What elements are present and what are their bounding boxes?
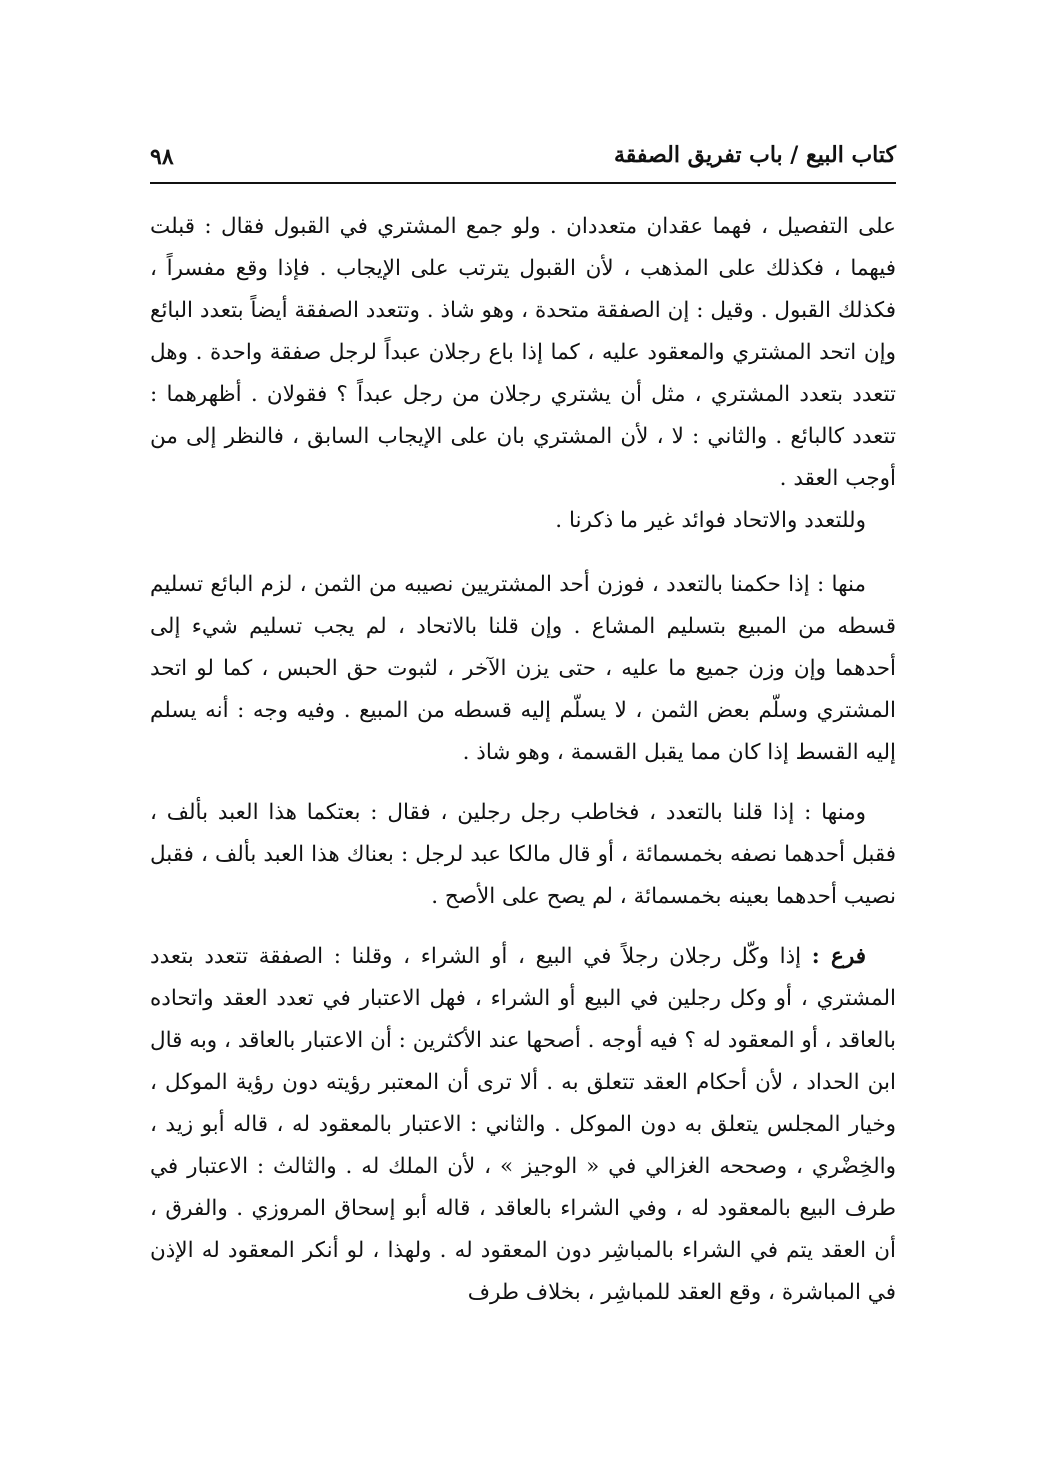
paragraph-5 bbox=[150, 936, 896, 1314]
page-body bbox=[150, 206, 896, 1314]
running-title: كتاب البيع / باب تفريق الصفقة bbox=[613, 142, 896, 168]
paragraph-1: على التفصيل ، فهما عقدان متعددان . ولو جمع المشتري في القبول فقال : قبلت فيهما ، فكذلك على المذهب ، لأن القبول يترتب على الإيجاب . فإذا وقع مفسراً ، فكذلك القبول . وقيل : إن الصفقة متحدة ، وهو شاذ . وتتعدد الصفقة أيضاً بتعدد البائع وإن اتحد المشتري والمعقود عليه ، كما إذا باع رجلان عبداً لرجل صفقة واحدة . وهل تتعدد بتعدد المشتري ، مثل أن يشتري رجلان من رجل عبداً ؟ فقولان . أظهرهما : تتعدد كالبائع . والثاني : لا ، لأن المشتري بان على الإيجاب السابق ، فالنظر إلى من أوجب العقد . bbox=[150, 214, 896, 491]
far-heading: فرع : bbox=[811, 944, 866, 969]
paragraph-4: ومنها : إذا قلنا بالتعدد ، فخاطب رجل رجلين ، فقال : بعتكما هذا العبد بألف ، فقبل أحدهما نصفه بخمسمائة ، أو قال مالكا عبد لرجل : بعناك هذا العبد بألف ، فقبل نصيب أحدهما بعينه بخمسمائة ، لم يصح على الأصح . bbox=[150, 800, 896, 909]
page-header bbox=[150, 142, 896, 184]
paragraph-2: وللتعدد والاتحاد فوائد غير ما ذكرنا . bbox=[555, 508, 866, 533]
paragraph-5-text: إذا وكّل رجلان رجلاً في البيع ، أو الشراء ، وقلنا : الصفقة تتعدد بتعدد المشتري ، أو وكل رجلين في البيع أو الشراء ، فهل الاعتبار في تعدد العقد واتحاده بالعاقد ، أو المعقود له ؟ فيه أوجه . أصحها عند الأكثرين : أن الاعتبار بالعاقد ، وبه قال ابن الحداد ، لأن أحكام العقد تتعلق به . ألا ترى أن المعتبر رؤيته دون رؤية الموكل ، وخيار المجلس يتعلق به دون الموكل . والثاني : الاعتبار بالمعقود له ، قاله أبو زيد ، والخِضْري ، وصححه الغزالي في « الوجيز » ، لأن الملك له . والثالث : الاعتبار في طرف البيع بالمعقود له ، وفي الشراء بالعاقد ، قاله أبو إسحاق المروزي . والفرق ، أن العقد يتم في الشراء بالمباشِر دون المعقود له . ولهذا ، لو أنكر المعقود له الإذن في المباشرة ، وقع العقد للمباشِر ، بخلاف طرف bbox=[150, 944, 896, 1305]
paragraph-3: منها : إذا حكمنا بالتعدد ، فوزن أحد المشتريين نصيبه من الثمن ، لزم البائع تسليم قسطه من المبيع بتسليم المشاع . وإن قلنا بالاتحاد ، لم يجب تسليم شيء إلى أحدهما وإن وزن جميع ما عليه ، حتى يزن الآخر ، لثبوت حق الحبس ، كما لو اتحد المشتري وسلّم بعض الثمن ، لا يسلّم إليه قسطه من المبيع . وفيه وجه : أنه يسلم إليه القسط إذا كان مما يقبل القسمة ، وهو شاذ . bbox=[150, 572, 896, 765]
page-number: ٩٨ bbox=[150, 144, 174, 170]
